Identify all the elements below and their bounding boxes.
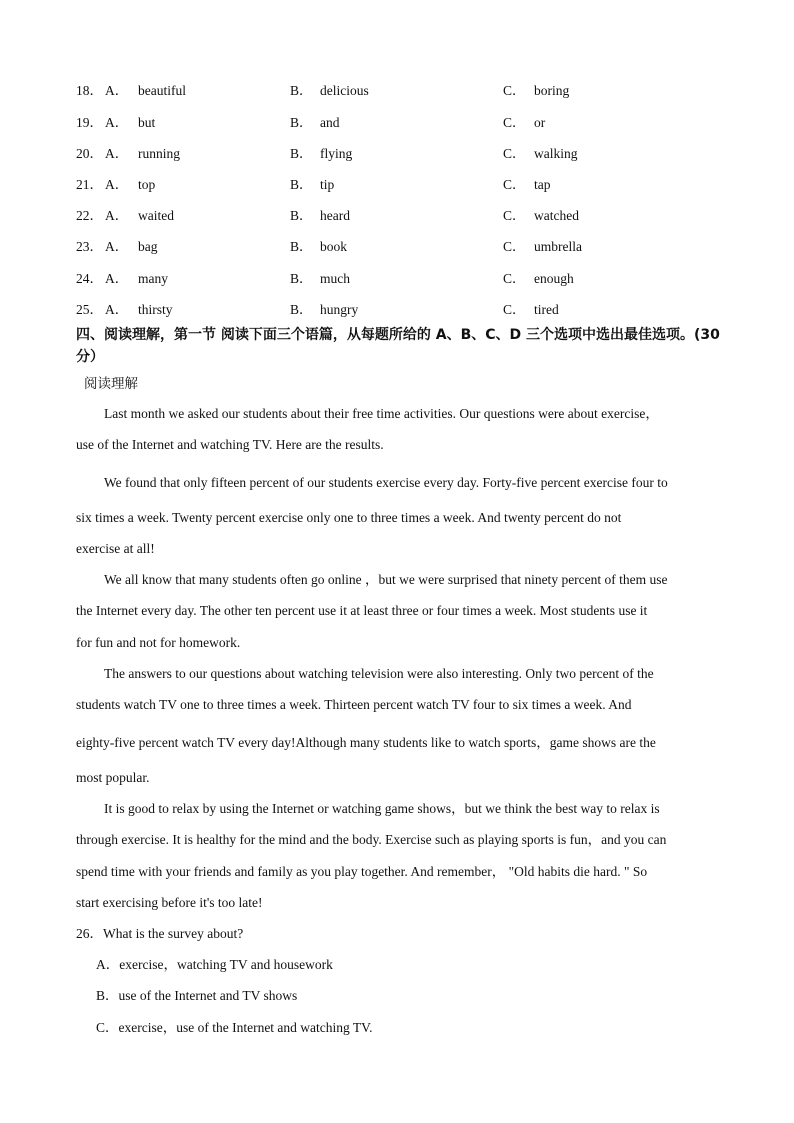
option-a-text: bag	[138, 239, 158, 254]
option-c-text: tap	[534, 177, 551, 192]
question-number: 25．	[76, 302, 103, 317]
option-c-text: boring	[534, 83, 570, 98]
passage-line: through exercise. It is healthy for the mind and the body. Exercise such as playing sports is fun，and you can	[76, 832, 667, 847]
option-letter-b: B．	[290, 239, 313, 254]
option-b-text: much	[320, 271, 350, 286]
option-a-text: top	[138, 177, 156, 192]
section-heading: 四、阅读理解，第一节 阅读下面三个语篇，从每题所给的 A、B、C、D 三个选项中选出最佳选项。(30 分）	[76, 327, 720, 365]
question-row-21	[0, 175, 794, 195]
option-letter-c: C．	[503, 302, 526, 317]
question-choice-a: A．exercise，watching TV and housework	[96, 957, 333, 972]
option-letter-b: B．	[290, 83, 313, 98]
question-number: 22．	[76, 208, 103, 223]
option-letter-b: B．	[290, 302, 313, 317]
passage-line: use of the Internet and watching TV. Here are the results.	[76, 437, 384, 452]
passage-line: Last month we asked our students about their free time activities. Our questions were about exercise，	[104, 406, 659, 421]
question-number: 24．	[76, 271, 103, 286]
option-b-text: tip	[320, 177, 335, 192]
passage-line: six times a week. Twenty percent exercise only one to three times a week. And twenty percent do not	[76, 510, 622, 525]
question-choice-b: B．use of the Internet and TV shows	[96, 988, 298, 1003]
option-letter-a: A．	[105, 146, 129, 161]
option-letter-b: B．	[290, 177, 313, 192]
option-letter-a: A．	[105, 239, 129, 254]
option-c-text: enough	[534, 271, 574, 286]
option-b-text: heard	[320, 208, 350, 223]
option-letter-c: C．	[503, 271, 526, 286]
passage-line: We found that only fifteen percent of our students exercise every day. Forty-five percent exercise four to	[104, 475, 668, 490]
question-number: 20．	[76, 146, 103, 161]
question-row-23	[0, 237, 794, 257]
option-letter-c: C．	[503, 83, 526, 98]
passage-line: students watch TV one to three times a week. Thirteen percent watch TV four to six times a week. And	[76, 697, 632, 712]
option-c-text: walking	[534, 146, 578, 161]
option-letter-b: B．	[290, 146, 313, 161]
option-letter-b: B．	[290, 115, 313, 130]
option-c-text: umbrella	[534, 239, 582, 254]
option-b-text: delicious	[320, 83, 369, 98]
question-number: 21．	[76, 177, 103, 192]
passage-line: the Internet every day. The other ten percent use it at least three or four times a week. Most students use it	[76, 603, 648, 618]
question-choice-c: C．exercise，use of the Internet and watching TV.	[96, 1020, 373, 1035]
question-row-19	[0, 113, 794, 133]
question-row-22	[0, 206, 794, 226]
option-b-text: hungry	[320, 302, 359, 317]
option-letter-c: C．	[503, 177, 526, 192]
option-letter-c: C．	[503, 239, 526, 254]
section-sublabel: 阅读理解	[84, 376, 138, 392]
passage-line: We all know that many students often go online ，but we were surprised that ninety percent of them use	[104, 572, 668, 587]
question-row-20	[0, 144, 794, 164]
option-b-text: book	[320, 239, 347, 254]
option-letter-c: C．	[503, 146, 526, 161]
option-letter-c: C．	[503, 115, 526, 130]
passage-line: eighty-five percent watch TV every day!Although many students like to watch sports，game shows are the	[76, 735, 656, 750]
option-letter-b: B．	[290, 208, 313, 223]
passage-line: for fun and not for homework.	[76, 635, 241, 650]
option-b-text: flying	[320, 146, 353, 161]
passage-line: most popular.	[76, 770, 150, 785]
passage-line: exercise at all!	[76, 541, 155, 556]
option-c-text: tired	[534, 302, 559, 317]
question-row-18	[0, 81, 794, 101]
passage-line: start exercising before it's too late!	[76, 895, 263, 910]
option-b-text: and	[320, 115, 340, 130]
option-letter-a: A．	[105, 271, 129, 286]
option-a-text: waited	[138, 208, 174, 223]
question-stem: 26．What is the survey about?	[76, 926, 244, 941]
option-a-text: running	[138, 146, 180, 161]
question-row-25	[0, 300, 794, 320]
passage-line: spend time with your friends and family as you play together. And remember， "Old habits die hard. " So	[76, 864, 648, 879]
option-a-text: beautiful	[138, 83, 186, 98]
option-letter-a: A．	[105, 177, 129, 192]
option-letter-a: A．	[105, 208, 129, 223]
option-c-text: watched	[534, 208, 579, 223]
passage-line: The answers to our questions about watching television were also interesting. Only two percent of the	[104, 666, 654, 681]
option-a-text: thirsty	[138, 302, 173, 317]
question-number: 23．	[76, 239, 103, 254]
option-letter-b: B．	[290, 271, 313, 286]
option-letter-a: A．	[105, 115, 129, 130]
question-number: 18．	[76, 83, 103, 98]
option-c-text: or	[534, 115, 546, 130]
option-letter-a: A．	[105, 302, 129, 317]
option-letter-a: A．	[105, 83, 129, 98]
question-row-24	[0, 269, 794, 289]
passage-line: It is good to relax by using the Internet or watching game shows，but we think the best way to relax is	[104, 801, 660, 816]
question-number: 19．	[76, 115, 103, 130]
option-letter-c: C．	[503, 208, 526, 223]
option-a-text: many	[138, 271, 168, 286]
option-a-text: but	[138, 115, 156, 130]
